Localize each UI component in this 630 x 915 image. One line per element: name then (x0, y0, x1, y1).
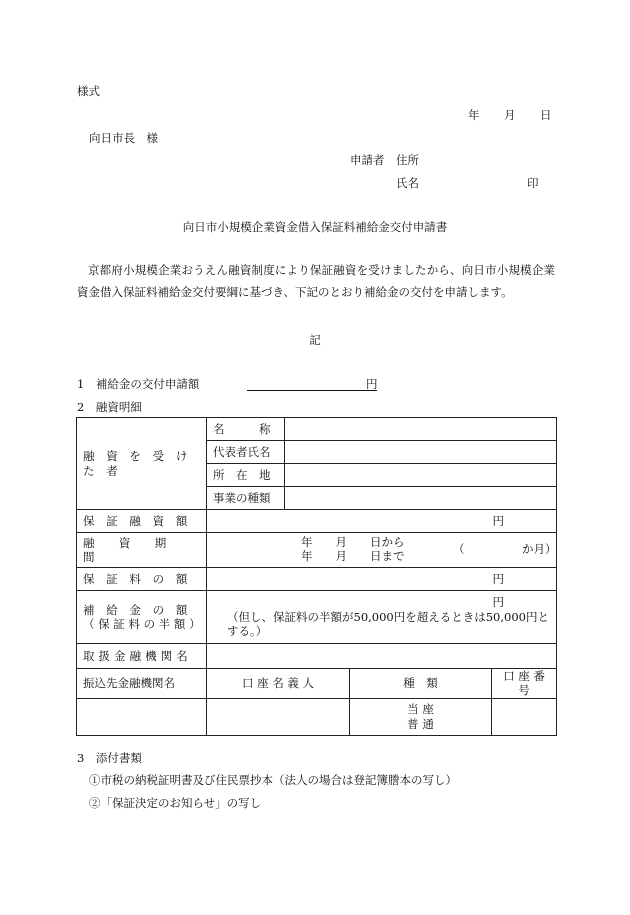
guarantee-fee-label: 保 証 料 の 額 (77, 568, 207, 591)
bank-cell[interactable] (207, 644, 557, 669)
date-day: 日 (540, 108, 552, 122)
transfer-bank-label: 振込先金融機関名 (77, 669, 207, 699)
guarantee-loan-unit: 円 (492, 513, 505, 528)
representative-cell[interactable] (285, 441, 557, 464)
location-label: 所 在 地 (207, 464, 285, 487)
item1-unit: 円 (366, 377, 378, 391)
account-type-label: 種 類 (350, 669, 492, 699)
amount-blank (247, 390, 377, 391)
guarantee-loan-cell[interactable] (207, 510, 557, 533)
loan-details-table (76, 417, 557, 736)
subsidy-note: （但し、保証料の半額が50,000円を超えるときは50,000円とする。） (227, 609, 549, 639)
type-current: 当 座 (407, 702, 434, 717)
account-holder-cell[interactable] (207, 698, 350, 735)
form-label: 様式 (77, 84, 100, 98)
item2-label: 2 融資明細 (77, 400, 142, 414)
item3-label: 3 添付書類 (77, 751, 142, 765)
account-type-cell[interactable] (350, 698, 492, 735)
guarantee-loan-label: 保 証 融 資 額 (77, 510, 207, 533)
subsidy-unit: 円 (492, 595, 505, 610)
account-holder-label: 口 座 名 義 人 (207, 669, 350, 699)
type-ordinary: 普 通 (407, 716, 434, 731)
period-months: （ か月） (453, 542, 557, 556)
borrower-label: 融 資 を 受 け た 者 (77, 418, 207, 510)
attachment-2: ②「保証決定のお知らせ」の写し (89, 796, 262, 810)
loan-period-cell[interactable] (207, 533, 557, 568)
subsidy-label: 補 給 金 の 額 (83, 602, 192, 617)
period-to: 年 月 日まで (301, 549, 405, 563)
subsidy-cell[interactable] (207, 591, 557, 644)
name-cell[interactable] (285, 418, 557, 441)
guarantee-fee-cell[interactable] (207, 568, 557, 591)
applicant-label: 申請者 (350, 153, 385, 167)
period-from: 年 月 日から (301, 535, 405, 549)
ki-heading: 記 (309, 333, 321, 347)
location-cell[interactable] (285, 464, 557, 487)
loan-period-label: 融 資 期 間 (77, 533, 207, 568)
subsidy-label-cell (77, 591, 207, 644)
body-paragraph: 京都府小規模企業おうえん融資制度により保証融資を受けましたから、向日市小規模企業資金借入保証料補給金交付要綱に基づき、下記のとおり補給金の交付を申請します。 (77, 263, 555, 299)
bank-label: 取扱金融機関名 (77, 644, 207, 669)
applicant-name-label: 氏名 (396, 176, 419, 190)
date-year: 年 (468, 108, 480, 122)
subsidy-sublabel: （ 保 証 料 の 半 額 ） (83, 617, 201, 631)
date-month: 月 (504, 108, 516, 122)
document-title: 向日市小規模企業資金借入保証料補給金交付申請書 (182, 220, 448, 234)
item1-label: 1 補給金の交付申請額 (77, 377, 200, 391)
business-type-label: 事業の種類 (207, 487, 285, 510)
attachment-1: ①市税の納税証明書及び住民票抄本（法人の場合は登記簿謄本の写し） (89, 773, 457, 787)
representative-label: 代表者氏名 (207, 441, 285, 464)
applicant-address-label: 住所 (396, 153, 419, 167)
account-number-label: 口 座 番 号 (492, 669, 557, 699)
transfer-bank-cell[interactable] (77, 698, 207, 735)
seal-mark: 印 (527, 176, 539, 190)
guarantee-fee-unit: 円 (492, 571, 505, 586)
business-type-cell[interactable] (285, 487, 557, 510)
account-number-cell[interactable] (492, 698, 557, 735)
name-label: 名 称 (207, 418, 285, 441)
addressee: 向日市長 様 (89, 131, 158, 145)
